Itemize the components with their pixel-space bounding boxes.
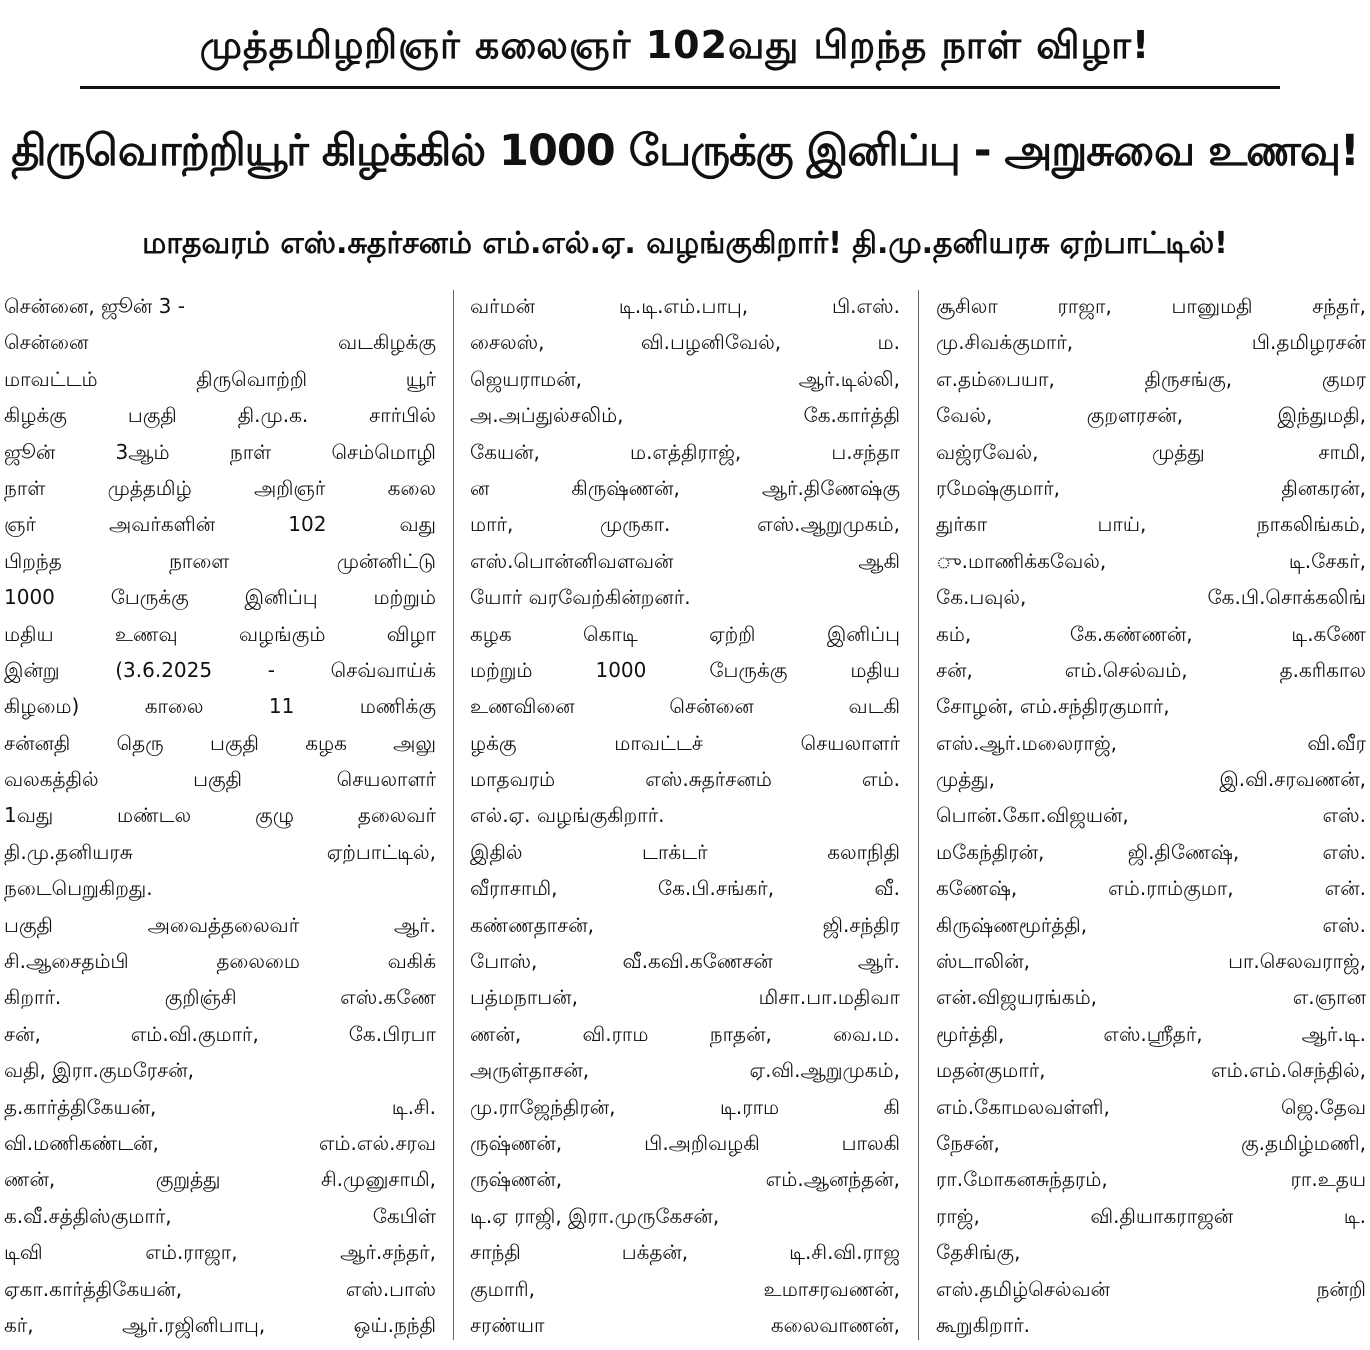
article-text-line: 1வது மண்டல குழு தலைவர் [4, 803, 436, 828]
article-text-line: குமாரி, உமாசரவணன், [470, 1276, 900, 1301]
sub-headline: மாதவரம் எஸ்.சுதர்சனம் எம்.எல்.ஏ. வழங்குகிறார்! தி.மு.தனியரசு ஏற்பாட்டில்! [142, 226, 1228, 261]
article-text-line: மகேந்திரன், ஜி.திணேஷ், எஸ். [936, 839, 1366, 864]
article-text-line: சி.ஆசைதம்பி தலைமை வகிக் [4, 949, 436, 974]
article-text-line: ஸ்டாலின், பா.செலவராஜ், [936, 949, 1366, 974]
article-text-line: எல்.ஏ. வழங்குகிறார். [470, 803, 665, 828]
article-text-line: சன், எம்.செல்வம், த.கரிகால [936, 657, 1366, 682]
article-text-line: எம்.கோமலவள்ளி, ஜெ.தேவ [936, 1094, 1366, 1119]
article-text-line: கிறார். குறிஞ்சி எஸ்.கணே [4, 985, 436, 1010]
article-text-line: வஜ்ரவேல், முத்து சாமி, [936, 439, 1366, 464]
article-text-line: ஜெயராமன், ஆர்.டில்லி, [470, 366, 900, 391]
article-column-2 [470, 288, 900, 1343]
article-text-line: இதில் டாக்டர் கலாநிதி [470, 839, 900, 864]
article-text-line: நாள் முத்தமிழ் அறிஞர் கலை [4, 475, 436, 500]
article-text-line: மதிய உணவு வழங்கும் விழா [4, 621, 436, 646]
article-text-line: மாதவரம் எஸ்.சுதர்சனம் எம். [470, 767, 900, 792]
article-text-line: வேல், குறளரசன், இந்துமதி, [936, 403, 1366, 428]
article-text-line: சூசிலா ராஜா, பானுமதி சந்தர், [936, 294, 1366, 318]
article-text-line: தி.மு.தனியரசு ஏற்பாட்டில், [4, 839, 436, 864]
article-text-line: மு.ராஜேந்திரன், டி.ராம கி [470, 1094, 900, 1119]
article-text-line: வர்மன் டி.டி.எம்.பாபு, பி.எஸ். [470, 294, 900, 318]
article-text-line: சன், எம்.வி.குமார், கே.பிரபா [4, 1021, 436, 1046]
article-text-line: எஸ்.தமிழ்செல்வன் நன்றி [936, 1276, 1366, 1301]
article-text-line: ு.மாணிக்கவேல், டி.சேகர், [936, 548, 1366, 573]
article-text-line: எஸ்.ஆர்.மலைராஜ், வி.வீர [936, 730, 1366, 755]
article-text-line: வீராசாமி, கே.பி.சங்கர், வீ. [470, 876, 900, 901]
article-text-line: வதி, இரா.குமரேசன், [4, 1058, 194, 1083]
article-text-line: கூறுகிறார். [936, 1312, 1031, 1337]
article-text-line: க.வீ.சத்திஸ்குமார், கேபிள் [4, 1203, 436, 1228]
article-text-line: ராஜ், வி.தியாகராஜன் டி. [936, 1203, 1366, 1228]
article-text-line: அருள்தாசன், ஏ.வி.ஆறுமுகம், [470, 1058, 900, 1083]
article-text-line: கே.பவுல், கே.பி.சொக்கலிங் [936, 585, 1366, 610]
article-text-line: சன்னதி தெரு பகுதி கழக அலு [4, 730, 436, 755]
article-text-line: ருஷ்ணன், எம்.ஆனந்தன், [470, 1167, 900, 1192]
article-text-line: கிழமை) காலை 11 மணிக்கு [4, 694, 436, 719]
article-column-3 [936, 288, 1366, 1343]
article-text-line: முத்து, இ.வி.சரவணன், [936, 767, 1366, 792]
article-text-line: த.கார்த்திகேயன், டி.சி. [4, 1094, 436, 1119]
kicker-underline [80, 86, 1280, 89]
article-text-line: ருஷ்ணன், பி.அறிவழகி பாலகி [470, 1130, 900, 1155]
article-text-line: உணவினை சென்னை வடகி [470, 694, 900, 719]
article-text-line: கேயன், ம.எத்திராஜ், ப.சந்தா [470, 439, 900, 464]
article-text-line: 1000 பேருக்கு இனிப்பு மற்றும் [4, 585, 436, 610]
article-text-line: பத்மநாபன், மிசா.பா.மதிவா [470, 985, 900, 1010]
article-text-line: ரமேஷ்குமார், தினகரன், [936, 475, 1366, 500]
article-column-1 [4, 288, 436, 1343]
article-text-line: இன்று (3.6.2025 - செவ்வாய்க் [4, 657, 436, 682]
article-text-line: சைலஸ், வி.பழனிவேல், ம. [470, 330, 900, 355]
article-text-line: ன கிருஷ்ணன், ஆர்.திணேஷ்கு [470, 475, 900, 500]
article-text-line: கிருஷ்ணமூர்த்தி, எஸ். [936, 912, 1366, 937]
article-text-line: மற்றும் 1000 பேருக்கு மதிய [470, 657, 900, 682]
article-text-line: எஸ்.பொன்னிவளவன் ஆகி [470, 548, 900, 573]
article-text-line: நடைபெறுகிறது. [4, 876, 153, 901]
article-text-line: கணேஷ், எம்.ராம்குமா, என். [936, 876, 1366, 901]
article-text-line: என்.விஜயரங்கம், எ.ஞான [936, 985, 1366, 1010]
article-text-line: மதன்குமார், எம்.எம்.செந்தில், [936, 1058, 1366, 1083]
article-text-line: பகுதி அவைத்தலைவர் ஆர். [4, 912, 436, 937]
article-text-line: மு.சிவக்குமார், பி.தமிழரசன் [936, 330, 1366, 355]
article-text-line: துர்கா பாய், நாகலிங்கம், [936, 512, 1366, 537]
main-headline: திருவொற்றியூர் கிழக்கில் 1000 பேருக்கு இனிப்பு - அறுசுவை உணவு! [11, 126, 1359, 176]
article-text-line: சரண்யா கலைவாணன், [470, 1312, 900, 1337]
article-text-line: ஞர் அவர்களின் 102 வது [4, 512, 436, 537]
article-text-line: மாவட்டம் திருவொற்றி யூர் [4, 366, 436, 391]
article-text-line: ரா.மோகனசுந்தரம், ரா.உதய [936, 1167, 1366, 1192]
article-text-line: கிழக்கு பகுதி தி.மு.க. சார்பில் [4, 403, 436, 428]
article-text-line: வலகத்தில் பகுதி செயலாளர் [4, 767, 436, 792]
article-text-line: பொன்.கோ.விஜயன், எஸ். [936, 803, 1366, 828]
article-text-line: ணன், குறுத்து சி.முனுசாமி, [4, 1167, 436, 1192]
article-text-line: ணன், வி.ராம நாதன், வை.ம. [470, 1021, 900, 1046]
column-divider-1 [453, 290, 454, 1340]
article-text-line: எ.தம்பையா, திருசங்கு, குமர [936, 366, 1366, 391]
article-text-line: டிவி எம்.ராஜா, ஆர்.சந்தர், [4, 1240, 436, 1265]
article-text-line: யோர் வரவேற்கின்றனர். [470, 585, 691, 610]
article-text-line: போஸ், வீ.கவி.கணேசன் ஆர். [470, 949, 900, 974]
article-text-line: கர், ஆர்.ரஜினிபாபு, ஒய்.நந்தி [4, 1312, 436, 1337]
article-text-line: சாந்தி பக்தன், டி.சி.வி.ராஜ [470, 1240, 900, 1265]
article-text-line: அ.அப்துல்சலிம், கே.கார்த்தி [470, 403, 900, 428]
article-text-line: பிறந்த நாளை முன்னிட்டு [4, 548, 436, 573]
article-text-line: தேசிங்கு, [936, 1240, 1021, 1265]
article-text-line: கழக கொடி ஏற்றி இனிப்பு [470, 621, 900, 646]
column-divider-2 [918, 290, 919, 1340]
article-text-line: நேசன், கு.தமிழ்மணி, [936, 1130, 1366, 1155]
article-text-line: டி.ஏ ராஜி, இரா.முருகேசன், [470, 1203, 720, 1228]
article-text-line: வி.மணிகண்டன், எம்.எல்.சரவ [4, 1130, 436, 1155]
article-text-line: சோழன், எம்.சந்திரகுமார், [936, 694, 1170, 719]
article-text-line: ஏகா.கார்த்திகேயன், எஸ்.பாஸ் [4, 1276, 436, 1301]
article-text-line: ஜூன் 3ஆம் நாள் செம்மொழி [4, 439, 436, 464]
article-text-line: சென்னை வடகிழக்கு [4, 330, 436, 355]
article-text-line: ழக்கு மாவட்டச் செயலாளர் [470, 730, 900, 755]
article-text-line: கண்ணதாசன், ஜி.சந்திர [470, 912, 900, 937]
article-text-line: கம், கே.கண்ணன், டி.கணே [936, 621, 1366, 646]
article-text-line: சென்னை, ஜூன் 3 - [4, 294, 185, 318]
kicker-headline: முத்தமிழறிஞர் கலைஞர் 102வது பிறந்த நாள் விழா! [199, 23, 1151, 67]
article-text-line: மூர்த்தி, எஸ்.ஸ்ரீதர், ஆர்.டி. [936, 1021, 1366, 1046]
article-text-line: மார், முருகா. எஸ்.ஆறுமுகம், [470, 512, 900, 537]
